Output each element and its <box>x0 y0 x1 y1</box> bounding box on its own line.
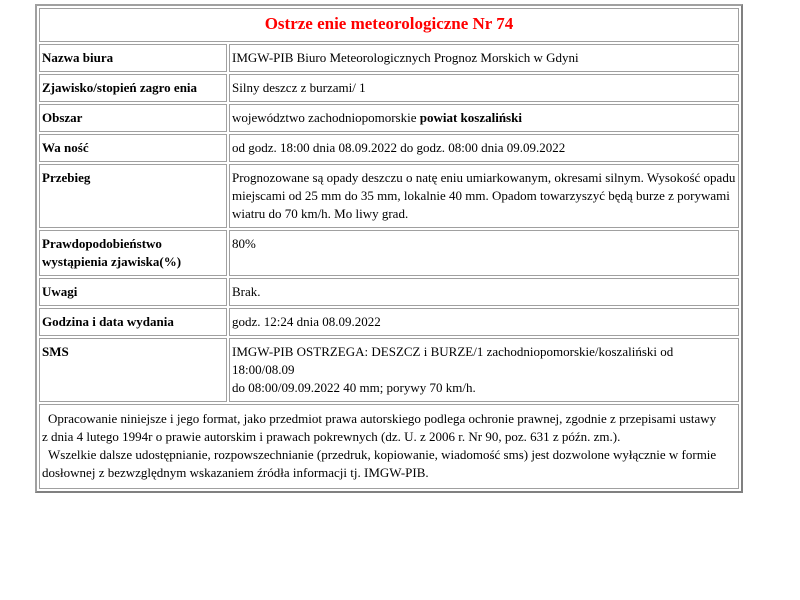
title-row <box>39 8 739 42</box>
row-value-validity: od godz. 18:00 dnia 08.09.2022 do godz. 08:00 dnia 09.09.2022 <box>229 134 739 162</box>
row-label-remarks: Uwagi <box>39 278 227 306</box>
row-label-course: Przebieg <box>39 164 227 228</box>
sms-line: do 08:00/09.09.2022 40 mm; porywy 70 km/h. <box>232 380 476 395</box>
copyright-line: z dnia 4 lutego 1994r o prawie autorskim i prawach pokrewnych (dz. U. z 2006 r. Nr 90, poz. 631 z późn. zm.). <box>42 429 621 444</box>
table-row-remarks <box>39 278 739 306</box>
table-row-course <box>39 164 739 228</box>
row-label-validity: Wa ność <box>39 134 227 162</box>
warning-table <box>35 4 743 493</box>
copyright-line: dosłownej z bezwzględnym wskazaniem źródła informacji tj. IMGW-PIB. <box>42 465 429 480</box>
table-row-office <box>39 44 739 72</box>
probability-label-line: Prawdopodobieństwo <box>42 236 162 251</box>
row-label-sms: SMS <box>39 338 227 402</box>
table-row-probability <box>39 230 739 276</box>
copyright-line: Wszelkie dalsze udostępnianie, rozpowszechnianie (przedruk, kopiowanie, wiadomość sms) jest dozwolone wyłącznie w formie <box>48 447 717 462</box>
table-row-area <box>39 104 739 132</box>
row-value-issued: godz. 12:24 dnia 08.09.2022 <box>229 308 739 336</box>
course-line: wiatru do 70 km/h. Mo liwy grad. <box>232 206 409 221</box>
table-row-sms <box>39 338 739 402</box>
probability-label-line: wystąpienia zjawiska(%) <box>42 254 182 269</box>
area-voivodeship: województwo zachodniopomorskie <box>232 110 420 125</box>
course-line: Prognozowane są opady deszczu o natę eniu umiarkowanym, okresami silnym. Wysokość opadu <box>232 170 736 185</box>
row-label-area: Obszar <box>39 104 227 132</box>
course-line: miejscami od 25 mm do 35 mm, lokalnie 40 mm. Opadom towarzyszyć będą burze z porywami <box>232 188 730 203</box>
area-county: powiat koszaliński <box>419 110 522 125</box>
row-value-office: IMGW-PIB Biuro Meteorologicznych Prognoz Morskich w Gdyni <box>229 44 739 72</box>
row-value-sms <box>229 338 739 402</box>
row-value-probability: 80% <box>229 230 739 276</box>
row-value-remarks: Brak. <box>229 278 739 306</box>
table-row-validity <box>39 134 739 162</box>
copyright-notice <box>39 404 739 489</box>
copyright-line: Opracowanie niniejsze i jego format, jako przedmiot prawa autorskiego podlega ochronie prawnej, zgodnie z przepisami ustawy <box>48 411 717 426</box>
row-value-area <box>229 104 739 132</box>
footer-row <box>39 404 739 489</box>
row-value-phenomenon: Silny deszcz z burzami/ 1 <box>229 74 739 102</box>
warning-title: Ostrze enie meteorologiczne Nr 74 <box>39 8 739 42</box>
table-row-phenomenon <box>39 74 739 102</box>
row-label-phenomenon: Zjawisko/stopień zagro enia <box>39 74 227 102</box>
row-label-office: Nazwa biura <box>39 44 227 72</box>
row-label-probability <box>39 230 227 276</box>
row-value-course <box>229 164 739 228</box>
sms-line: IMGW-PIB OSTRZEGA: DESZCZ i BURZE/1 zachodniopomorskie/koszaliński od 18:00/08.09 <box>232 344 674 377</box>
row-label-issued: Godzina i data wydania <box>39 308 227 336</box>
table-row-issued <box>39 308 739 336</box>
